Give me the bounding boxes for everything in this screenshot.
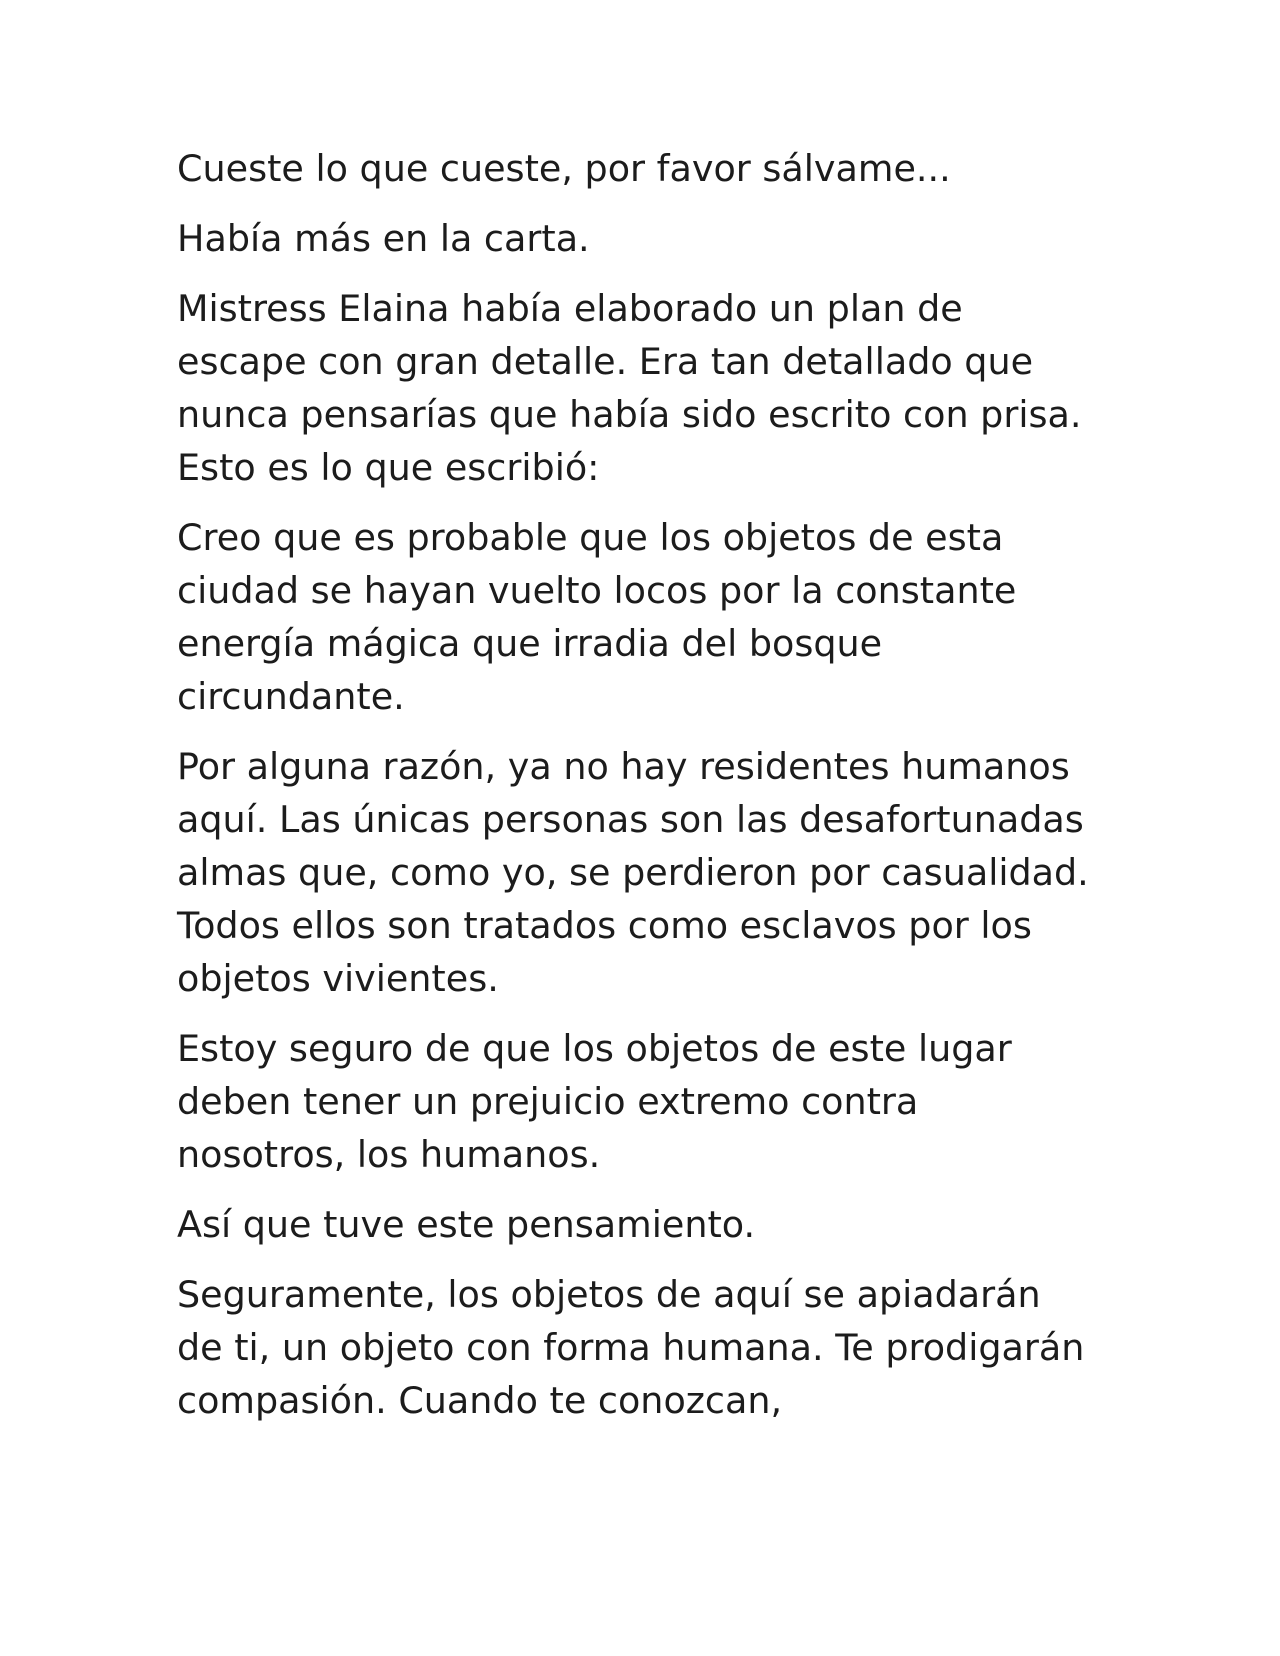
paragraph: Por alguna razón, ya no hay residentes humanos aquí. Las únicas personas son las desafortunadas almas que, como yo, se perdieron por casualidad. Todos ellos son tratados como esclavos por los objetos vivientes. <box>177 745 1089 1000</box>
paragraph: Seguramente, los objetos de aquí se apiadarán de ti, un objeto con forma humana. Te prodigarán compasión. Cuando te conozcan, <box>177 1273 1085 1422</box>
paragraph: Así que tuve este pensamiento. <box>177 1203 756 1246</box>
document-body <box>177 142 1097 1444</box>
paragraph: Creo que es probable que los objetos de esta ciudad se hayan vuelto locos por la constante energía mágica que irradia del bosque circundante. <box>177 516 1017 718</box>
paragraph: Había más en la carta. <box>177 217 590 260</box>
paragraph: Estoy seguro de que los objetos de este lugar deben tener un prejuicio extremo contra nosotros, los humanos. <box>177 1027 1012 1176</box>
paragraph: Mistress Elaina había elaborado un plan de escape con gran detalle. Era tan detallado que nunca pensarías que había sido escrito con prisa. Esto es lo que escribió: <box>177 287 1082 489</box>
paragraph: Cueste lo que cueste, por favor sálvame... <box>177 147 951 190</box>
